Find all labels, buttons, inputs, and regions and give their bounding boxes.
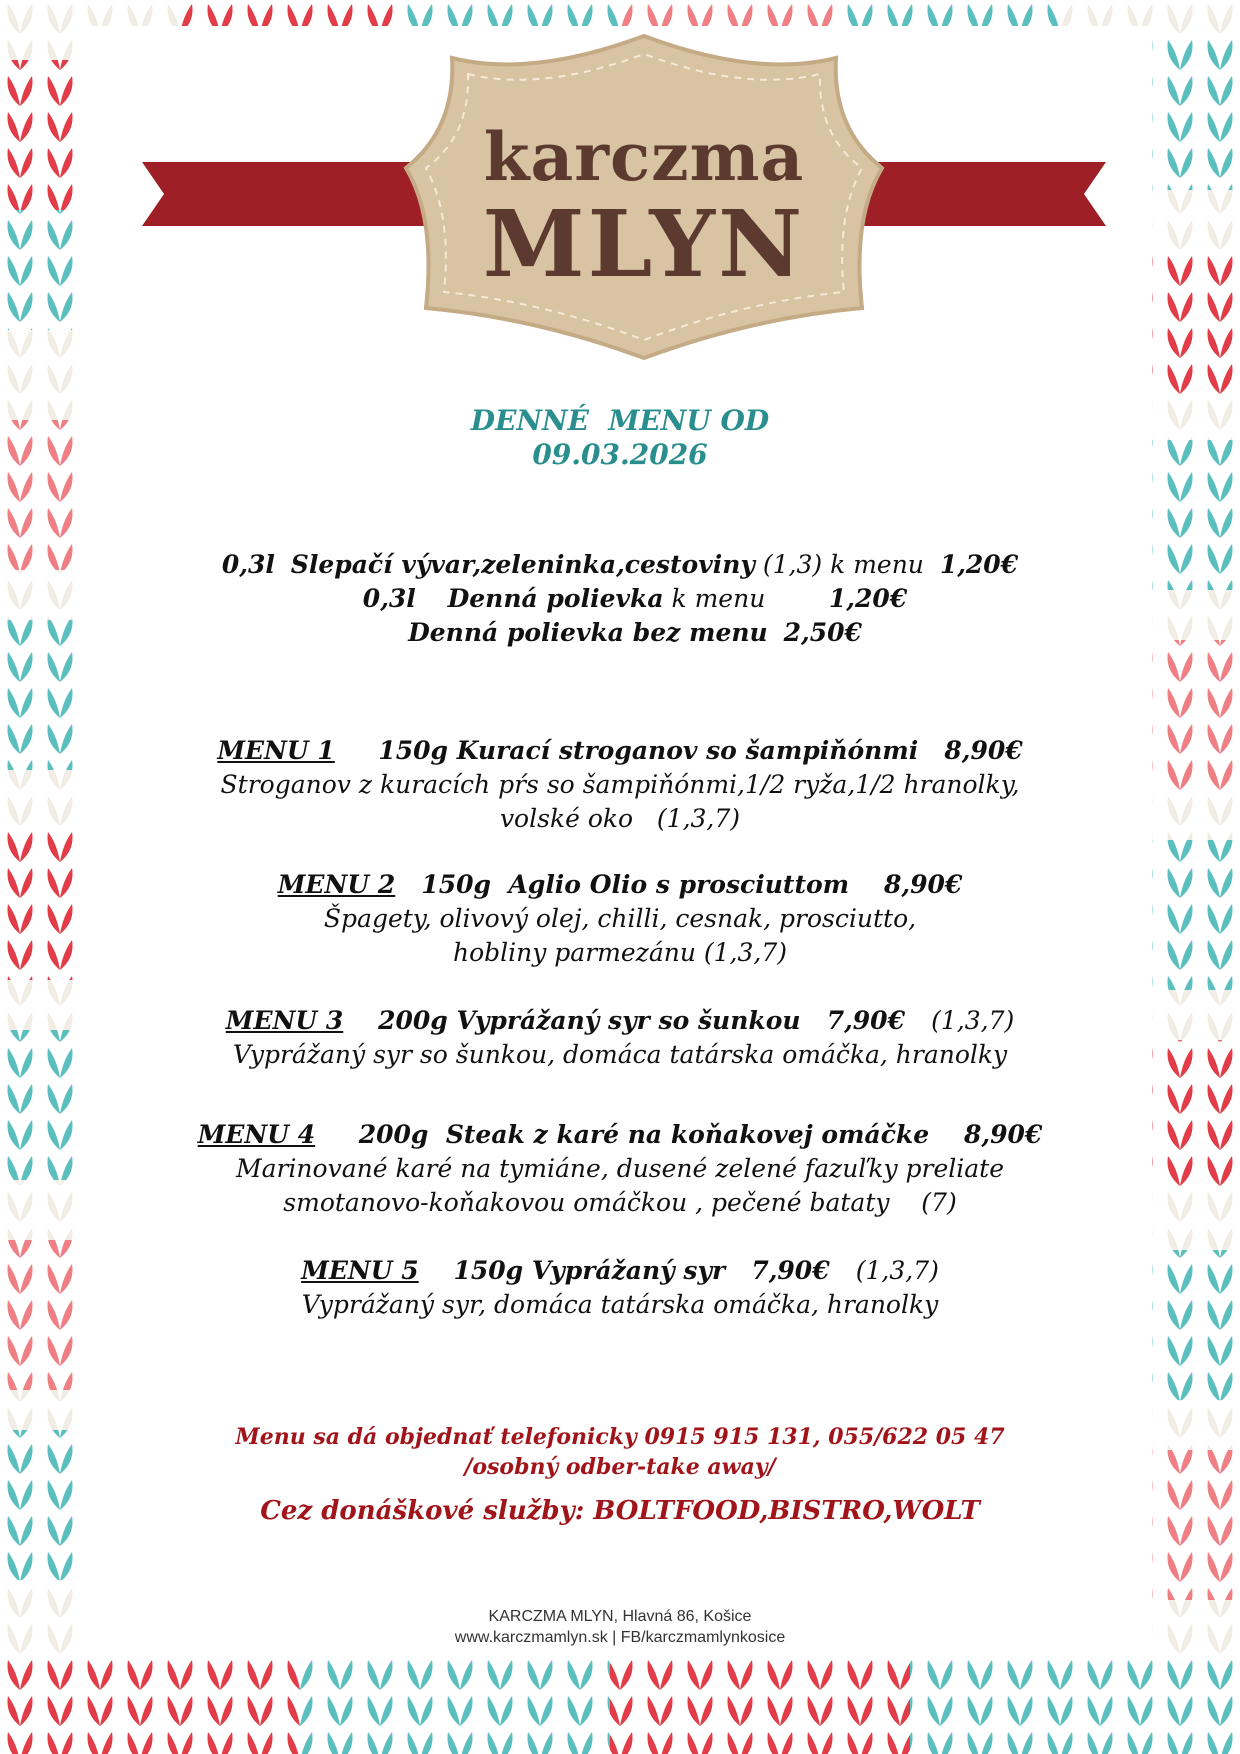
menu-allergens: (1,3,7) [855, 1256, 939, 1285]
footer-address: KARCZMA MLYN, Hlavná 86, Košice [488, 1608, 752, 1625]
soup-size: 0,3l [362, 584, 416, 613]
menu-description: Vyprážaný syr so šunkou, domáca tatárska omáčka, hranolky [232, 1040, 1008, 1069]
menu-description: Marinované karé na tymiáne, dusené zelené fazuľky preliate [235, 1154, 1005, 1183]
menu-description: smotanovo-koňakovou omáčkou , pečené bataty (7) [283, 1188, 957, 1217]
order-takeaway-line: /osobný odber-take away/ [464, 1454, 776, 1480]
soup-name: Denná polievka bez menu [408, 618, 768, 647]
menu-item [130, 1118, 1110, 1220]
menu-tag: MENU 1 [217, 736, 335, 765]
menu-tag: MENU 4 [197, 1120, 316, 1149]
menu-weight: 150g [453, 1256, 524, 1285]
menu-description: volské oko (1,3,7) [499, 804, 741, 833]
soup-row [150, 548, 1090, 582]
menu-price: 7,90€ [751, 1256, 830, 1285]
soup-size: 0,3l [221, 550, 275, 579]
menu-heading [130, 1254, 1110, 1288]
menu-name: Kurací stroganov so šampiňónmi [456, 736, 919, 765]
menu-description: Vyprážaný syr, domáca tatárska omáčka, hranolky [301, 1290, 939, 1319]
soup-price: 2,50€ [783, 618, 862, 647]
menu-item [130, 734, 1110, 836]
menu-weight: 150g [378, 736, 449, 765]
menu-item [130, 868, 1110, 970]
soup-section [150, 548, 1090, 650]
soup-row [150, 582, 1090, 616]
soup-name: Slepačí vývar,zeleninka,cestoviny [290, 550, 755, 579]
menu-name: Vyprážaný syr so šunkou [456, 1006, 801, 1035]
soup-price: 1,20€ [828, 584, 908, 613]
order-info [130, 1422, 1110, 1482]
menu-tag: MENU 5 [301, 1256, 419, 1285]
soup-price: 1,20€ [939, 550, 1019, 579]
menu-title [130, 404, 1110, 472]
footer-links: www.karczmamlyn.sk | FB/karczmamlynkosice [454, 1629, 786, 1646]
soup-note: k menu [671, 584, 766, 613]
menu-price: 8,90€ [944, 736, 1023, 765]
soup-note: k menu [830, 550, 924, 579]
logo-text-mlyn: MLYN [482, 190, 806, 298]
menu-heading [130, 868, 1110, 902]
menu-date: 09.03.2026 [532, 438, 708, 471]
menu-price: 7,90€ [826, 1006, 905, 1035]
delivery-services: Cez donáškové služby: BOLTFOOD,BISTRO,WOLT [260, 1496, 980, 1526]
menu-description: Stroganov z kuracích pŕs so šampiňónmi,1/2 ryža,1/2 hranolky, [220, 770, 1020, 799]
footer [130, 1606, 1110, 1648]
menu-tag: MENU 2 [277, 870, 396, 899]
menu-heading [130, 1004, 1110, 1038]
soup-row [150, 616, 1090, 650]
menu-heading [130, 734, 1110, 768]
soup-name: Denná polievka [447, 584, 664, 613]
menu-description: Špagety, olivový olej, chilli, cesnak, prosciutto, [323, 904, 917, 933]
menu-name: Vyprážaný syr [531, 1256, 726, 1285]
menu-item [130, 1004, 1110, 1072]
menu-weight: 150g [421, 870, 492, 899]
menu-name: Steak z karé na koňakovej omáčke [445, 1120, 930, 1149]
menu-name: Aglio Olio s prosciuttom [508, 870, 850, 899]
order-phone-line: Menu sa dá objednať telefonicky 0915 915 131, 055/622 05 47 [235, 1424, 1005, 1450]
menu-tag: MENU 3 [225, 1006, 344, 1035]
menu-weight: 200g [378, 1006, 448, 1035]
soup-allergens: (1,3) [762, 550, 823, 579]
menu-price: 8,90€ [963, 1120, 1043, 1149]
menu-allergens: (1,3,7) [931, 1006, 1015, 1035]
logo-text-karczma: karczma [483, 118, 805, 196]
menu-description: hobliny parmezánu (1,3,7) [452, 938, 788, 967]
menu-weight: 200g [358, 1120, 429, 1149]
menu-item [130, 1254, 1110, 1322]
menu-price: 8,90€ [883, 870, 963, 899]
menu-title-line1: DENNÉ MENU OD [470, 404, 770, 437]
menu-heading [130, 1118, 1110, 1152]
